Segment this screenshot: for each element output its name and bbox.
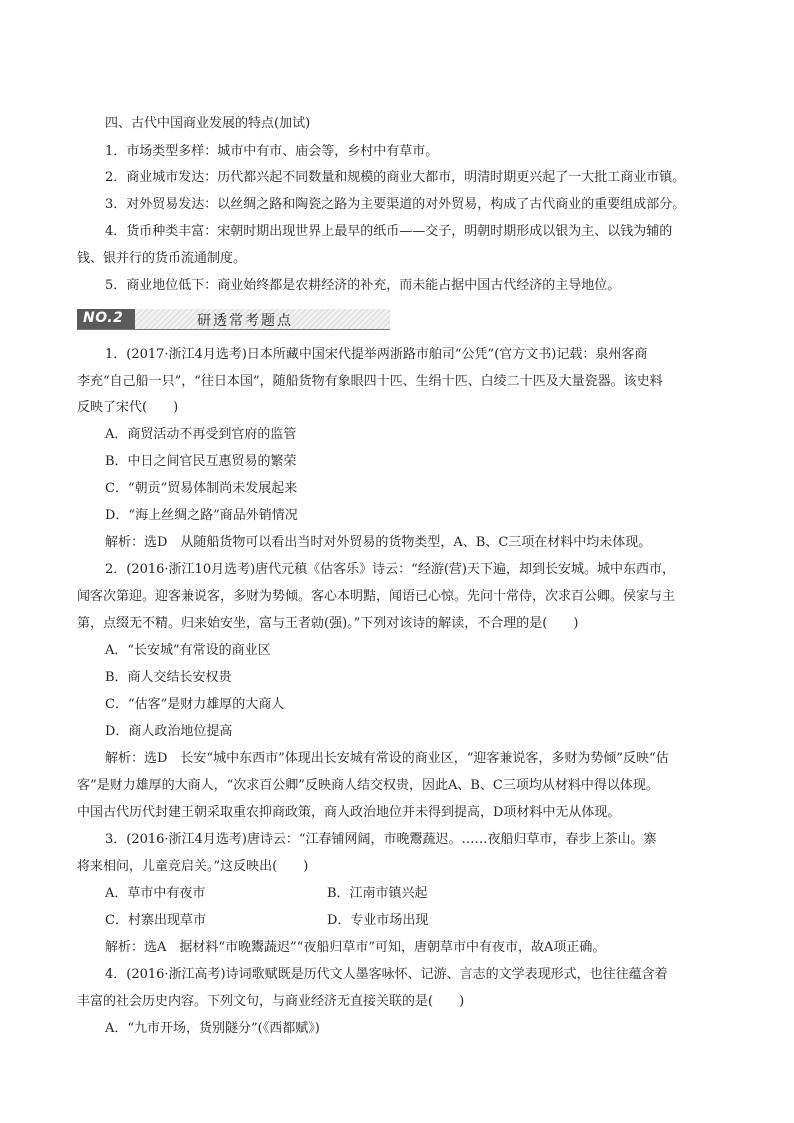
analysis-text: 解析：选D 从随船货物可以看出当时对外贸易的货物类型，A、B、C三项在材料中均未体现。 xyxy=(105,535,652,550)
question-text: 闻客次第迎。迎客兼说客，多财为势倾。客心本明黠，闻语已心惊。先问十常侍，次求百公卿。侯家与主 xyxy=(77,589,676,604)
analysis-text: 客”是财力雄厚的大商人，“次求百公卿”反映商人结交权贵，因此A、B、C三项均从材料中得以体现。 xyxy=(77,778,659,793)
question-text: 丰富的社会历史内容。下列文句，与商业经济无直接关联的是( ) xyxy=(77,994,465,1009)
option-d: D．商人政治地位提高 xyxy=(105,724,233,739)
option-a: A．商贸活动不再受到官府的监管 xyxy=(105,427,297,442)
option-d: D．“海上丝绸之路”商品外销情况 xyxy=(105,508,298,523)
banner-divider xyxy=(77,329,390,330)
option-d: D．专业市场出现 xyxy=(327,913,429,928)
paragraph: 钱、银并行的货币流通制度。 xyxy=(77,251,247,266)
analysis-text: 解析：选A 据材料“市晚鬻蔬迟”“夜船归草市”可知，唐朝草市中有夜市，故A项正确。 xyxy=(105,940,606,955)
question-text: 3．(2016·浙江4月选考)唐诗云：“江春铺网阔，市晚鬻蔬迟。……夜船归草市，春步上茶山。寨 xyxy=(105,832,657,847)
question-text: 反映了宋代( ) xyxy=(77,400,179,415)
paragraph: 1．市场类型多样：城市中有市、庙会等，乡村中有草市。 xyxy=(105,144,439,159)
question-text: 2．(2016·浙江10月选考)唐代元稹《估客乐》诗云：“经游(营)天下遍，却到长安城。城中东西市， xyxy=(105,562,675,577)
option-b: B．江南市镇兴起 xyxy=(327,886,428,901)
banner-number-tag xyxy=(77,309,135,329)
option-c: C．“朝贡”贸易体制尚未发展起来 xyxy=(105,481,298,496)
question-text: 将来相问，儿童竞启关。”这反映出( ) xyxy=(77,859,309,874)
section-banner xyxy=(77,309,390,329)
option-a: A．“长安城”有常设的商业区 xyxy=(105,643,271,658)
paragraph: 5．商业地位低下：商业始终都是农耕经济的补充，而未能占据中国古代经济的主导地位。 xyxy=(105,278,621,293)
option-b: B．商人交结长安权贵 xyxy=(105,670,232,685)
question-text: 4．(2016·浙江高考)诗词歌赋既是历代文人墨客咏怀、记游、言志的文学表现形式，也往往蕴含着 xyxy=(105,967,668,982)
question-text: 李充“自己船一只”，“往日本国”，随船货物有象眼四十匹、生绢十匹、白绫二十匹及大量瓷器。该史料 xyxy=(77,374,663,389)
section-heading: 四、古代中国商业发展的特点(加试) xyxy=(105,116,311,131)
option-a: A．草市中有夜市 xyxy=(105,886,206,901)
option-a: A．“九市开场，货别隧分”(《西都赋》) xyxy=(105,1021,320,1036)
paragraph: 2．商业城市发达：历代都兴起不同数量和规模的商业大都市，明清时期更兴起了一大批工商业市镇。 xyxy=(105,170,686,185)
option-b: B．中日之间官民互惠贸易的繁荣 xyxy=(105,454,297,469)
question-text: 第，点缀无不精。归来始安坐，富与王者勍(强)。”下列对该诗的解读，不合理的是( ) xyxy=(77,616,579,631)
banner-title: 研透常考题点 xyxy=(197,313,293,329)
analysis-text: 解析：选D 长安“城中东西市”体现出长安城有常设的商业区，“迎客兼说客，多财为势倾”反映“估 xyxy=(105,751,669,766)
paragraph: 3．对外贸易发达：以丝绸之路和陶瓷之路为主要渠道的对外贸易，构成了古代商业的重要组成部分。 xyxy=(105,197,686,212)
option-c: C．村寨出现草市 xyxy=(105,913,206,928)
analysis-text: 中国古代历代封建王朝采取重农抑商政策，商人政治地位并未得到提高，D项材料中无从体现。 xyxy=(77,805,621,820)
option-c: C．“估客”是财力雄厚的大商人 xyxy=(105,697,285,712)
paragraph: 4．货币种类丰富：宋朝时期出现世界上最早的纸币——交子，明朝时期形成以银为主、以钱为辅的 xyxy=(105,224,673,239)
question-text: 1．(2017·浙江4月选考)日本所藏中国宋代提举两浙路市舶司“公凭”(官方文书)记载：泉州客商 xyxy=(105,347,648,362)
banner-number: NO.2 xyxy=(83,310,124,326)
